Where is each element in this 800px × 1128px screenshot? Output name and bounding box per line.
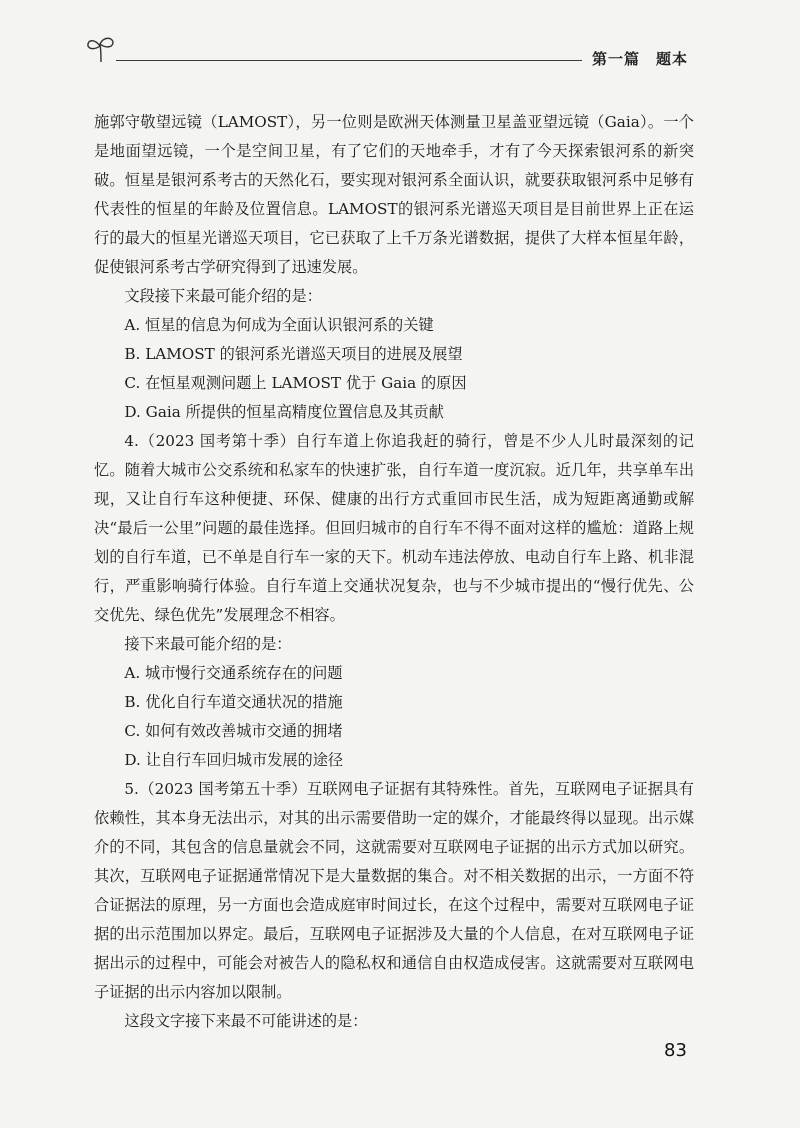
q4-option-c: C. 如何有效改善城市交通的拥堵 bbox=[124, 722, 343, 740]
header-rule bbox=[116, 60, 582, 61]
q4-option-a: A. 城市慢行交通系统存在的问题 bbox=[124, 664, 343, 682]
page-number: 83 bbox=[664, 1040, 687, 1061]
q3-option-a: A. 恒星的信息为何成为全面认识银河系的关键 bbox=[124, 316, 434, 334]
q3-option-b: B. LAMOST 的银河系光谱巡天项目的进展及展望 bbox=[124, 345, 463, 363]
q3-prompt: 文段接下来最可能介绍的是： bbox=[124, 287, 322, 305]
q4-prompt: 接下来最可能介绍的是： bbox=[124, 635, 292, 653]
q4-option-b: B. 优化自行车道交通状况的措施 bbox=[124, 693, 343, 711]
q5-prompt: 这段文字接下来最不可能讲述的是： bbox=[124, 1012, 368, 1030]
q5-passage: 5.（2023 国考第五十季）互联网电子证据有其特殊性。首先，互联网电子证据具有依赖性，其本身无法出示，对其的出示需要借助一定的媒介，才能最终得以显现。出示媒介的不同，其包含的信息量就会不同，这就需要对互联网电子证据的出示方式加以研究。其次，互联网电子证据通常情况下是大量数据的集合。对不相关数据的出示，一方面不符合证据法的原理，另一方面也会造成庭审时间过长，在这个过程中，需要对互联网电子证据的出示范围加以界定。最后，互联网电子证据涉及大量的个人信息，在对互联网电子证据出示的过程中，可能会对被告人的隐私权和通信自由权造成侵害。这就需要对互联网电子证据的出示内容加以限制。 bbox=[94, 780, 694, 1001]
page-body bbox=[94, 108, 694, 1036]
q3-option-d: D. Gaia 所提供的恒星高精度位置信息及其贡献 bbox=[124, 403, 444, 421]
q4-option-d: D. 让自行车回归城市发展的途径 bbox=[124, 751, 344, 769]
q4-passage: 4.（2023 国考第十季）自行车道上你追我赶的骑行，曾是不少人儿时最深刻的记忆。随着大城市公交系统和私家车的快速扩张，自行车道一度沉寂。近几年，共享单车出现，又让自行车这种便捷、环保、健康的出行方式重回市民生活，成为短距离通勤或解决“最后一公里”问题的最佳选择。但回归城市的自行车不得不面对这样的尴尬：道路上规划的自行车道，已不单是自行车一家的天下。机动车违法停放、电动自行车上路、机非混行，严重影响骑行体验。自行车道上交通状况复杂，也与不少城市提出的“慢行优先、公交优先、绿色优先”发展理念不相容。 bbox=[94, 432, 694, 624]
q3-option-c: C. 在恒星观测问题上 LAMOST 优于 Gaia 的原因 bbox=[124, 374, 467, 392]
sprout-icon bbox=[84, 34, 118, 64]
page-header bbox=[0, 0, 800, 80]
passage-continued: 施郭守敬望远镜（LAMOST），另一位则是欧洲天体测量卫星盖亚望远镜（Gaia）。一个是地面望远镜，一个是空间卫星，有了它们的天地牵手，才有了今天探索银河系的新突破。恒星是银河系考古的天然化石，要实现对银河系全面认识，就要获取银河系中足够有代表性的恒星的年龄及位置信息。LAMOST的银河系光谱巡天项目是目前世界上正在运行的最大的恒星光谱巡天项目，它已获取了上千万条光谱数据，提供了大样本恒星年龄，促使银河系考古学研究得到了迅速发展。 bbox=[94, 113, 694, 276]
chapter-title: 第一篇 题本 bbox=[592, 50, 689, 68]
